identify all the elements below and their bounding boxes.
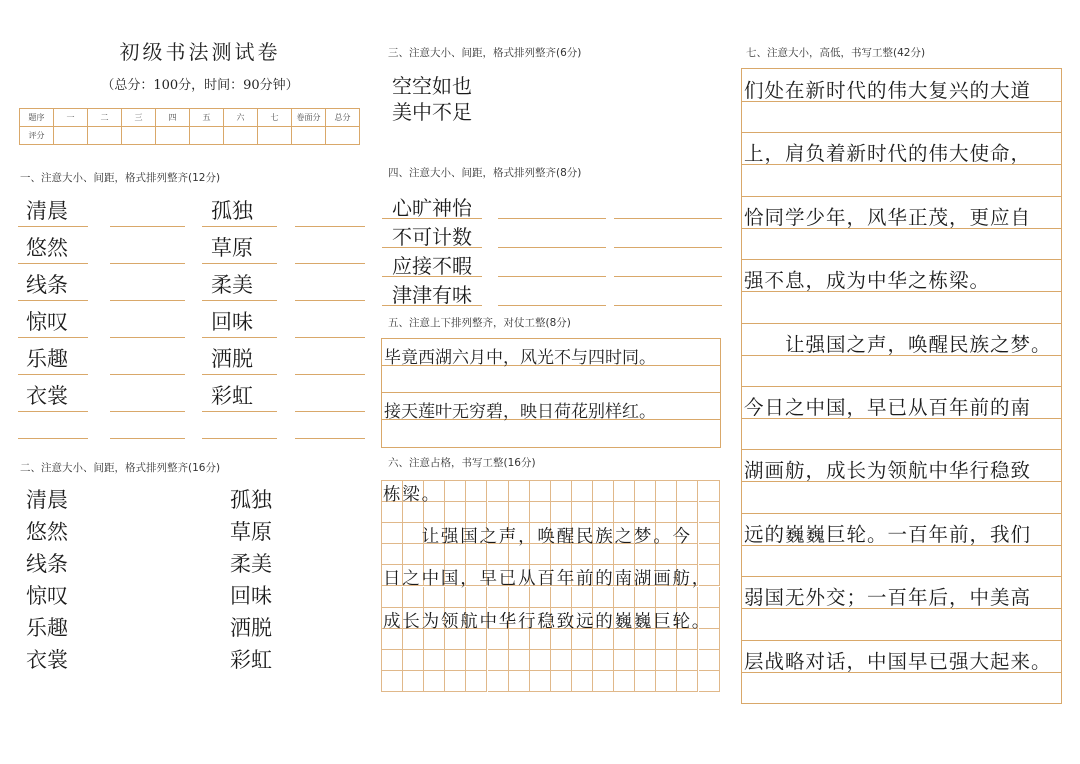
writing-blank-line[interactable]	[295, 437, 365, 439]
practice-word: 回味	[211, 310, 253, 334]
ruled-line	[742, 481, 1061, 482]
practice-idiom: 不可计数	[392, 225, 472, 249]
writing-blank-line[interactable]	[498, 275, 606, 277]
answer-blank[interactable]	[108, 680, 165, 704]
practice-word: 清晨	[26, 488, 68, 512]
grid-cell[interactable]	[445, 481, 466, 502]
grid-cell[interactable]	[466, 650, 487, 671]
practice-word: 彩虹	[211, 384, 253, 408]
poem-line: 毕竟西湖六月中，风光不与四时同。	[384, 348, 656, 368]
answer-blank[interactable]	[313, 616, 368, 640]
writing-blank-line[interactable]	[498, 217, 606, 219]
writing-blank-line[interactable]	[202, 437, 277, 439]
writing-blank-line[interactable]	[295, 410, 365, 412]
score-input-cell[interactable]	[292, 127, 326, 145]
ruled-line	[742, 259, 1061, 260]
ruled-line	[742, 386, 1061, 387]
writing-blank-line[interactable]	[18, 262, 88, 264]
practice-word: 乐趣	[26, 616, 68, 640]
ruled-line	[742, 291, 1061, 292]
ruled-line	[742, 164, 1061, 165]
grid-cell[interactable]	[614, 502, 635, 523]
answer-blank[interactable]	[108, 552, 165, 576]
answer-blank[interactable]	[108, 488, 165, 512]
score-input-cell[interactable]	[224, 127, 258, 145]
grid-cell[interactable]	[699, 502, 720, 523]
practice-word: 孤独	[211, 199, 253, 223]
writing-blank-line[interactable]	[382, 246, 482, 248]
score-cell: 题序	[20, 109, 54, 127]
answer-blank[interactable]	[504, 100, 600, 122]
answer-blank[interactable]	[108, 520, 165, 544]
practice-word: 洒脱	[211, 347, 253, 371]
grid-cell[interactable]	[509, 650, 530, 671]
writing-blank-line[interactable]	[110, 410, 185, 412]
answer-blank[interactable]	[313, 648, 368, 672]
grid-cell[interactable]	[593, 671, 614, 692]
model-text-line: 远的巍巍巨轮。一百年前，我们	[744, 522, 1032, 546]
practice-word: 线条	[26, 273, 68, 297]
grid-cell[interactable]	[530, 650, 551, 671]
grid-cell[interactable]	[593, 650, 614, 671]
answer-blank[interactable]	[313, 488, 368, 512]
practice-word: 孤独	[230, 488, 272, 512]
model-text-line: 让强国之声，唤醒民族之梦。今	[383, 527, 692, 548]
grid-cell[interactable]	[445, 502, 466, 523]
score-input-cell[interactable]	[122, 127, 156, 145]
ruled-line	[742, 672, 1061, 673]
grid-cell[interactable]	[488, 502, 509, 523]
score-input-cell[interactable]	[258, 127, 292, 145]
model-text-line: 层战略对话，中国早已强大起来。	[744, 649, 1052, 673]
practice-word: 悠然	[26, 236, 68, 260]
grid-cell[interactable]	[635, 650, 656, 671]
grid-cell[interactable]	[677, 650, 698, 671]
answer-blank[interactable]	[618, 126, 714, 148]
model-text-line: 弱国无外交；一百年后，中美高	[744, 586, 1032, 610]
answer-blank[interactable]	[618, 100, 714, 122]
answer-blank[interactable]	[313, 520, 368, 544]
answer-blank[interactable]	[228, 680, 284, 704]
ruled-line	[742, 576, 1061, 577]
score-cell: 六	[224, 109, 258, 127]
writing-blank-line[interactable]	[110, 299, 185, 301]
grid-cell[interactable]	[656, 671, 677, 692]
grid-cell[interactable]	[488, 650, 509, 671]
ruled-line	[742, 196, 1061, 197]
writing-blank-line[interactable]	[498, 246, 606, 248]
grid-cell[interactable]	[445, 671, 466, 692]
ruled-line	[382, 392, 720, 393]
grid-cell[interactable]	[699, 523, 720, 544]
answer-blank[interactable]	[108, 648, 165, 672]
model-text-line: 上，肩负着新时代的伟大使命，	[744, 142, 1032, 166]
practice-word: 乐趣	[26, 347, 68, 371]
grid-cell[interactable]	[466, 481, 487, 502]
practice-idiom: 美中不足	[392, 100, 472, 124]
model-text-line: 栋梁。	[383, 485, 441, 505]
writing-blank-line[interactable]	[202, 373, 277, 375]
score-cell: 二	[88, 109, 122, 127]
ruled-line	[742, 228, 1061, 229]
practice-word: 线条	[26, 552, 68, 576]
writing-blank-line[interactable]	[110, 373, 185, 375]
score-input-cell[interactable]	[326, 127, 360, 145]
writing-blank-line[interactable]	[614, 275, 722, 277]
grid-cell[interactable]	[382, 671, 403, 692]
section2-heading: 二、注意大小、间距，格式排列整齐(16分)	[20, 462, 221, 474]
model-text-line: 强不息，成为中华之栋梁。	[744, 269, 991, 293]
writing-blank-line[interactable]	[614, 304, 722, 306]
practice-word: 回味	[230, 584, 272, 608]
writing-blank-line[interactable]	[382, 275, 482, 277]
grid-cell[interactable]	[593, 502, 614, 523]
writing-blank-line[interactable]	[295, 225, 365, 227]
ruled-line	[742, 640, 1061, 641]
practice-word: 柔美	[230, 552, 272, 576]
model-text-line: 今日之中国，早已从百年前的南	[744, 396, 1032, 419]
grid-cell[interactable]	[699, 544, 720, 565]
writing-blank-line[interactable]	[18, 373, 88, 375]
score-table-header-row	[20, 109, 360, 127]
score-cell: 卷面分	[292, 109, 326, 127]
grid-cell[interactable]	[424, 671, 445, 692]
score-cell: 七	[258, 109, 292, 127]
grid-cell[interactable]	[488, 481, 509, 502]
page-title: 初级书法测试卷	[119, 40, 281, 64]
section5-heading: 五、注意上下排列整齐，对仗工整(8分)	[388, 317, 571, 329]
grid-cell[interactable]	[466, 502, 487, 523]
writing-blank-line[interactable]	[614, 217, 722, 219]
grid-cell[interactable]	[572, 481, 593, 502]
score-cell: 总分	[326, 109, 360, 127]
practice-word: 草原	[230, 520, 272, 544]
grid-cell[interactable]	[699, 671, 720, 692]
score-input-cell[interactable]	[156, 127, 190, 145]
ruled-line	[742, 513, 1061, 514]
score-input-cell[interactable]	[88, 127, 122, 145]
score-cell: 五	[190, 109, 224, 127]
score-input-cell[interactable]	[190, 127, 224, 145]
grid-cell[interactable]	[614, 671, 635, 692]
grid-cell[interactable]	[572, 502, 593, 523]
practice-word: 洒脱	[230, 616, 272, 640]
writing-blank-line[interactable]	[202, 262, 277, 264]
grid-cell[interactable]	[488, 671, 509, 692]
practice-word: 衣裳	[26, 648, 68, 672]
grid-cell[interactable]	[572, 671, 593, 692]
grid-cell[interactable]	[551, 502, 572, 523]
answer-blank[interactable]	[390, 126, 486, 148]
grid-cell[interactable]	[424, 650, 445, 671]
section7-heading: 七、注意大小，高低，书写工整(42分)	[746, 47, 926, 59]
writing-blank-line[interactable]	[18, 437, 88, 439]
score-input-cell[interactable]	[54, 127, 88, 145]
grid-cell[interactable]	[572, 650, 593, 671]
section7-writing-box[interactable]	[741, 68, 1062, 704]
section4-heading: 四、注意大小、间距，格式排列整齐(8分)	[388, 167, 582, 179]
section1-heading: 一、注意大小、间距，格式排列整齐(12分)	[20, 172, 221, 184]
practice-word: 草原	[211, 236, 253, 260]
score-cell: 评分	[20, 127, 54, 145]
answer-blank[interactable]	[108, 584, 165, 608]
grid-cell[interactable]	[551, 671, 572, 692]
grid-cell[interactable]	[509, 502, 530, 523]
grid-cell[interactable]	[530, 481, 551, 502]
answer-blank[interactable]	[504, 74, 600, 96]
ruled-line	[742, 545, 1061, 546]
grid-cell[interactable]	[509, 671, 530, 692]
grid-cell[interactable]	[677, 502, 698, 523]
grid-cell[interactable]	[466, 671, 487, 692]
grid-cell[interactable]	[656, 650, 677, 671]
practice-idiom: 津津有味	[392, 283, 472, 307]
answer-blank[interactable]	[22, 680, 78, 704]
ruled-line	[742, 418, 1061, 419]
writing-blank-line[interactable]	[18, 299, 88, 301]
writing-blank-line[interactable]	[382, 217, 482, 219]
grid-cell[interactable]	[635, 481, 656, 502]
writing-blank-line[interactable]	[202, 410, 277, 412]
answer-blank[interactable]	[313, 584, 368, 608]
grid-cell[interactable]	[593, 481, 614, 502]
answer-blank[interactable]	[313, 552, 368, 576]
ruled-line	[742, 449, 1061, 450]
score-cell: 三	[122, 109, 156, 127]
grid-cell[interactable]	[614, 650, 635, 671]
writing-blank-line[interactable]	[614, 246, 722, 248]
writing-blank-line[interactable]	[202, 225, 277, 227]
grid-cell[interactable]	[677, 481, 698, 502]
grid-cell[interactable]	[635, 671, 656, 692]
model-text-line: 让强国之声，唤醒民族之梦。	[744, 332, 1052, 356]
grid-cell[interactable]	[530, 671, 551, 692]
model-text-line: 恰同学少年，风华正茂，更应自	[744, 205, 1032, 229]
score-cell: 四	[156, 109, 190, 127]
grid-cell[interactable]	[403, 671, 424, 692]
writing-blank-line[interactable]	[295, 262, 365, 264]
grid-cell[interactable]	[551, 481, 572, 502]
grid-cell[interactable]	[530, 502, 551, 523]
writing-blank-line[interactable]	[202, 299, 277, 301]
practice-idiom: 空空如也	[392, 74, 472, 98]
practice-word: 清晨	[26, 199, 68, 223]
answer-blank[interactable]	[108, 616, 165, 640]
writing-blank-line[interactable]	[18, 336, 88, 338]
writing-blank-line[interactable]	[295, 336, 365, 338]
writing-blank-line[interactable]	[110, 437, 185, 439]
grid-cell[interactable]	[635, 502, 656, 523]
answer-blank[interactable]	[618, 74, 714, 96]
writing-blank-line[interactable]	[295, 299, 365, 301]
ruled-line	[742, 132, 1061, 133]
poem-line: 接天莲叶无穷碧，映日荷花别样红。	[384, 402, 656, 422]
practice-idiom: 心旷神怡	[392, 196, 472, 220]
writing-blank-line[interactable]	[295, 373, 365, 375]
writing-blank-line[interactable]	[110, 336, 185, 338]
grid-cell[interactable]	[677, 671, 698, 692]
writing-blank-line[interactable]	[498, 304, 606, 306]
practice-word: 衣裳	[26, 384, 68, 408]
writing-blank-line[interactable]	[110, 225, 185, 227]
model-text-line: 们处在新时代的伟大复兴的大道	[744, 79, 1032, 102]
score-cell: 一	[54, 109, 88, 127]
page-subtitle: （总分：100分，时间：90分钟）	[101, 78, 299, 93]
model-text-line: 成长为领航中华行稳致远的巍巍巨轮。	[383, 611, 712, 632]
practice-word: 惊叹	[26, 310, 68, 334]
grid-cell[interactable]	[403, 650, 424, 671]
answer-blank[interactable]	[313, 680, 368, 704]
practice-word: 彩虹	[230, 648, 272, 672]
grid-cell[interactable]	[699, 481, 720, 502]
answer-blank[interactable]	[504, 126, 600, 148]
section3-heading: 三、注意大小、间距，格式排列整齐(6分)	[388, 47, 582, 59]
ruled-line	[742, 101, 1061, 102]
score-table	[19, 108, 360, 145]
grid-cell[interactable]	[382, 650, 403, 671]
grid-cell[interactable]	[614, 481, 635, 502]
model-text-line: 日之中国，早已从百年前的南湖画舫，	[383, 569, 712, 590]
grid-cell[interactable]	[699, 650, 720, 671]
model-text-line: 湖画舫，成长为领航中华行稳致	[744, 459, 1032, 483]
section6-heading: 六、注意占格，书写工整(16分)	[388, 457, 536, 469]
practice-word: 悠然	[26, 520, 68, 544]
score-table-score-row	[20, 127, 360, 145]
ruled-line	[742, 323, 1061, 324]
ruled-line	[742, 355, 1061, 356]
grid-cell[interactable]	[551, 650, 572, 671]
grid-cell[interactable]	[656, 481, 677, 502]
practice-word: 柔美	[211, 273, 253, 297]
writing-blank-line[interactable]	[18, 410, 88, 412]
grid-cell[interactable]	[445, 650, 466, 671]
grid-cell[interactable]	[509, 481, 530, 502]
practice-idiom: 应接不暇	[392, 254, 472, 278]
section5-writing-box[interactable]	[381, 338, 721, 448]
grid-cell[interactable]	[656, 502, 677, 523]
writing-blank-line[interactable]	[382, 304, 482, 306]
ruled-line	[742, 608, 1061, 609]
writing-blank-line[interactable]	[202, 336, 277, 338]
writing-blank-line[interactable]	[18, 225, 88, 227]
writing-blank-line[interactable]	[110, 262, 185, 264]
practice-word: 惊叹	[26, 584, 68, 608]
